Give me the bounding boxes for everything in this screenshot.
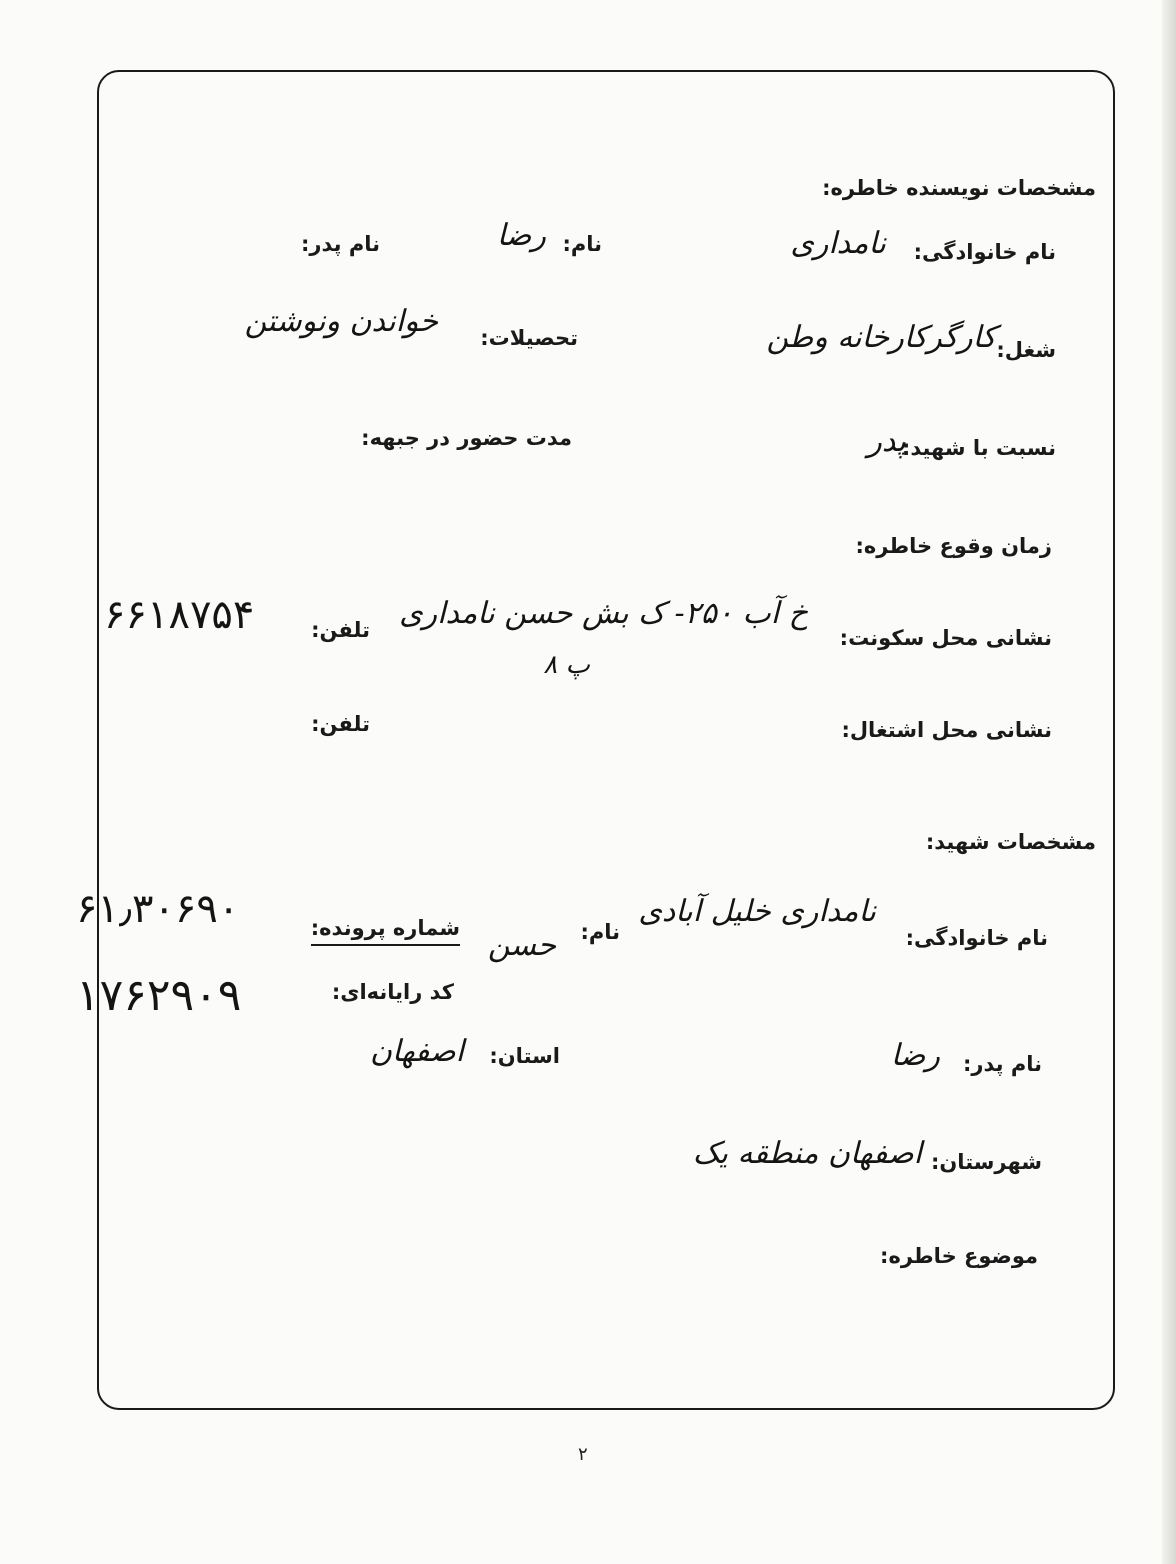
martyr-memory-subject-label: موضوع خاطره: (880, 1244, 1038, 1268)
martyr-city-value: اصفهان منطقه یک (692, 1136, 922, 1171)
martyr-family-label: نام خانوادگی: (905, 926, 1048, 950)
martyr-file-number-value: ۶۱٫۳۰۶۹۰ (76, 886, 240, 932)
martyr-file-number-label: شماره پرونده: (311, 916, 460, 946)
martyr-father-value: رضا (890, 1038, 940, 1073)
writer-work-phone-label: تلفن: (311, 712, 370, 736)
writer-phone-value: ۶۶۱۸۷۵۴ (104, 592, 255, 638)
martyr-city-label: شهرستان: (930, 1150, 1042, 1174)
writer-address-value: خ آب ۲۵۰- ک بش حسن نامداری (399, 596, 808, 631)
writer-front-duration-label: مدت حضور در جبهه: (361, 426, 572, 450)
page-number: ۲ (578, 1444, 588, 1465)
writer-job-value: کارگرکارخانه وطن (766, 320, 996, 355)
martyr-father-label: نام پدر: (963, 1052, 1042, 1076)
writer-education-value: خواندن ونوشتن (244, 304, 438, 339)
writer-phone-label: تلفن: (311, 618, 370, 642)
writer-relation-label: نسبت با شهید: (901, 436, 1056, 460)
writer-education-label: تحصیلات: (480, 326, 578, 350)
writer-section-heading: مشخصات نویسنده خاطره: (822, 176, 1096, 200)
page-edge-shadow (1162, 0, 1176, 1564)
writer-father-label: نام پدر: (301, 232, 380, 256)
writer-family-value: نامداری (790, 226, 886, 261)
writer-memory-time-label: زمان وقوع خاطره: (855, 534, 1052, 558)
martyr-province-value: اصفهان (370, 1034, 464, 1069)
writer-name-value: رضا (496, 218, 546, 253)
writer-name-label: نام: (562, 232, 602, 256)
martyr-computer-code-value: ۱۷۶۲۹۰۹ (76, 970, 242, 1021)
writer-address-extra: پ ۸ (543, 650, 590, 680)
writer-family-label: نام خانوادگی: (913, 240, 1056, 264)
martyr-name-label: نام: (580, 920, 620, 944)
writer-job-label: شغل: (996, 338, 1056, 362)
martyr-province-label: استان: (489, 1044, 560, 1068)
writer-address-label: نشانی محل سکونت: (839, 626, 1052, 650)
writer-relation-value: پدر (867, 424, 906, 459)
martyr-section-heading: مشخصات شهید: (925, 830, 1096, 854)
martyr-name-value: حسن (487, 928, 556, 963)
martyr-computer-code-label: کد رایانه‌ای: (331, 980, 454, 1004)
writer-work-address-label: نشانی محل اشتغال: (841, 718, 1052, 742)
martyr-family-value: نامداری خلیل آبادی (638, 894, 876, 929)
